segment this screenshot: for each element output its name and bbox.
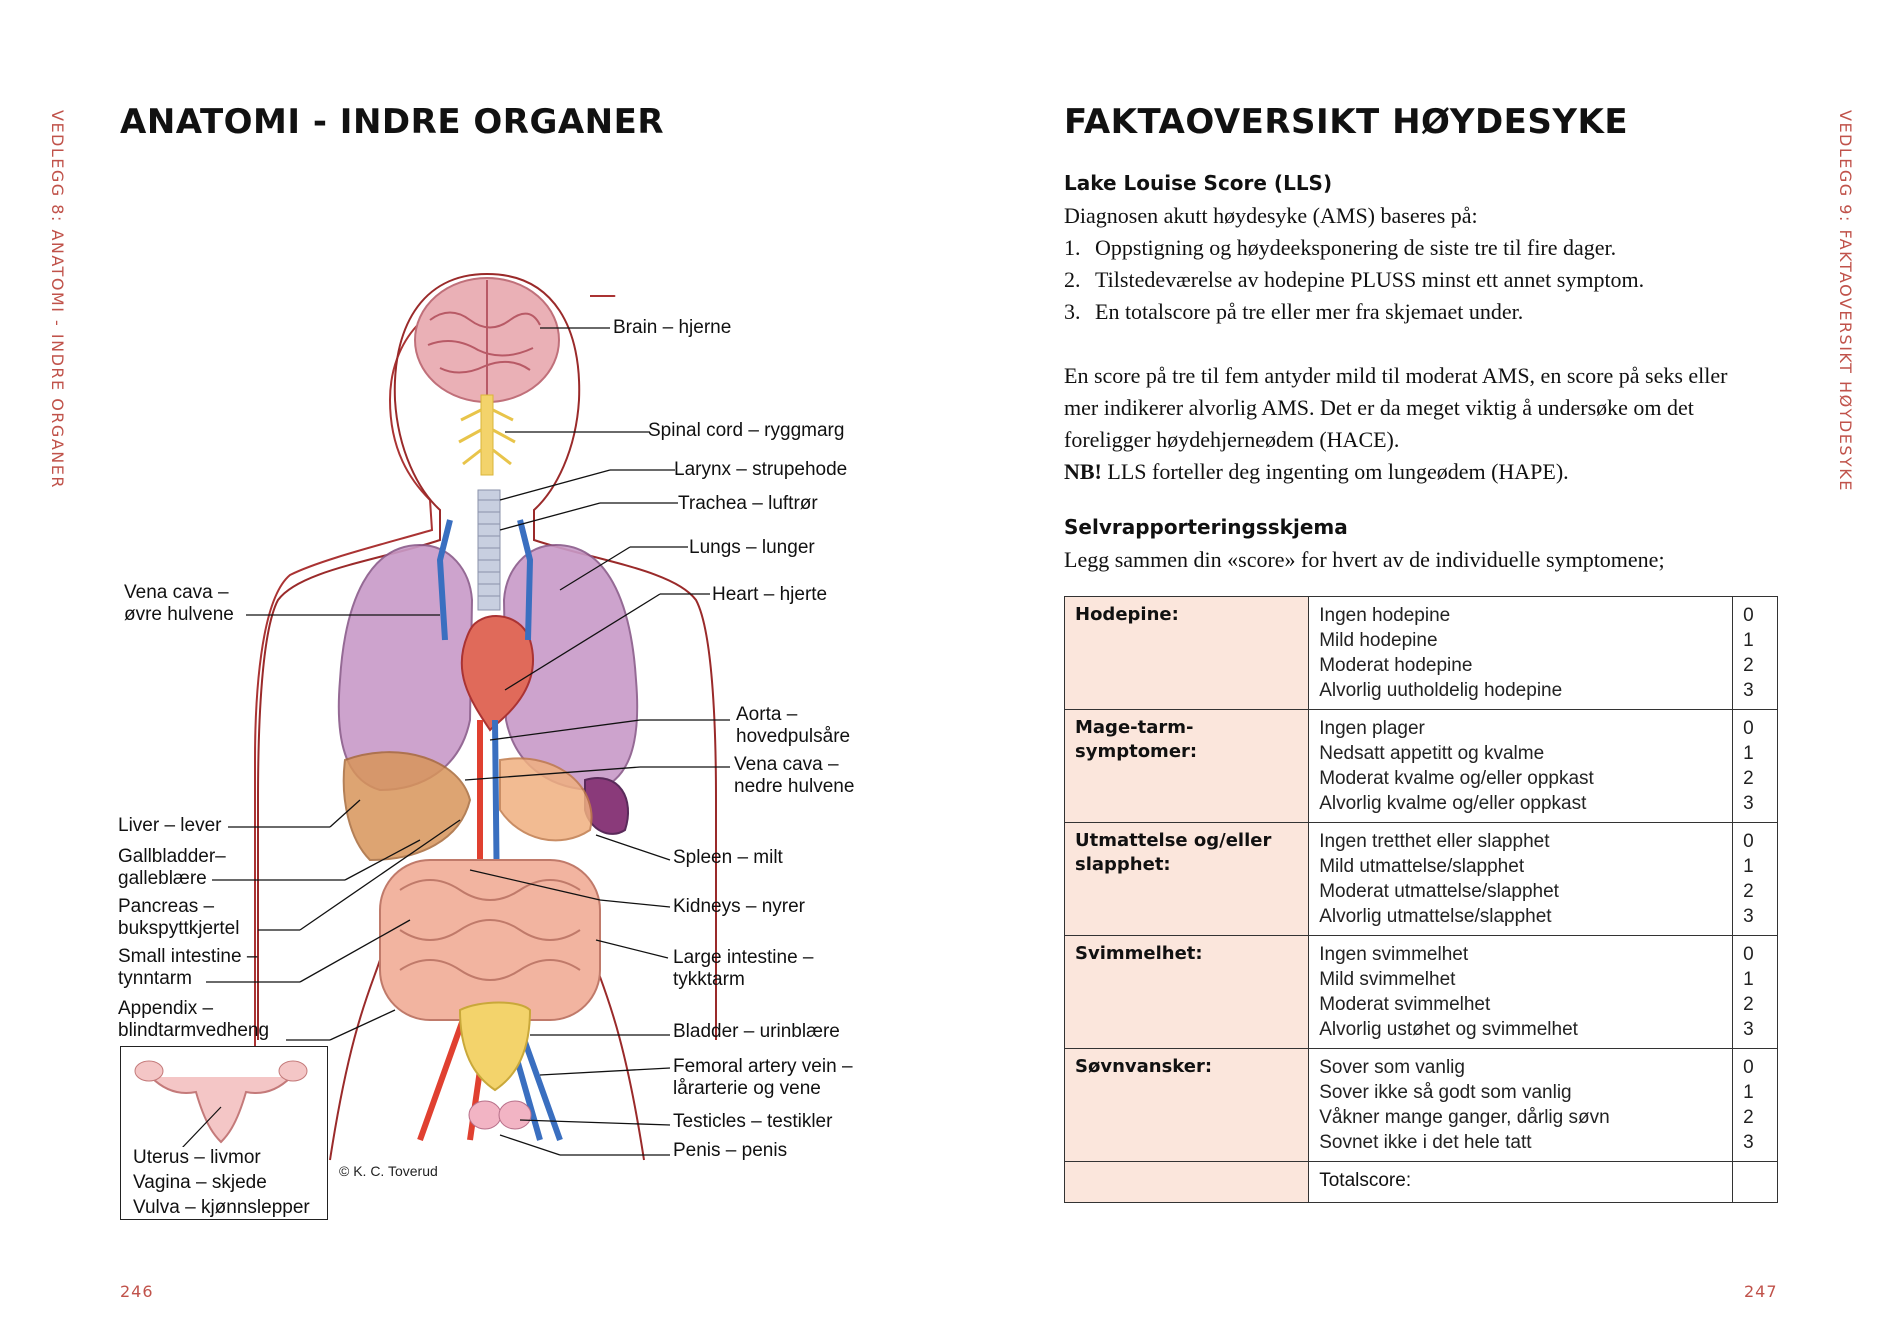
spinal-cord xyxy=(481,395,493,475)
symptom-options: Ingen tretthet eller slapphet Mild utmattelse/slapphet Moderat utmattelse/slapphet Alvorlig utmattelse/slapphet xyxy=(1309,823,1733,936)
page-number-left: 246 xyxy=(120,1282,154,1301)
label-gallbladder: Gallbladder– galleblære xyxy=(118,846,226,889)
lls-heading: Lake Louise Score (LLS) xyxy=(1064,171,1333,195)
table-row xyxy=(1065,1049,1778,1162)
side-tab-left: VEDLEGG 8: ANATOMI - INDRE ORGANER xyxy=(48,110,67,489)
label-penis: Penis – penis xyxy=(673,1140,788,1161)
symptom-category: Søvnvansker: xyxy=(1065,1049,1309,1162)
symptom-scores: 0 1 2 3 xyxy=(1733,1049,1778,1162)
label-femoral: Femoral artery vein – lårarterie og vene xyxy=(673,1056,853,1099)
page-number-right: 247 xyxy=(1744,1282,1778,1301)
lls-intro: Diagnosen akutt høydesyke (AMS) baseres på: xyxy=(1064,203,1478,228)
total-score-cell[interactable] xyxy=(1733,1162,1778,1203)
label-large-intestine: Large intestine – tykktarm xyxy=(673,947,814,990)
table-row xyxy=(1065,597,1778,710)
label-larynx: Larynx – strupehode xyxy=(674,459,848,480)
symptom-category: Hodepine: xyxy=(1065,597,1309,710)
label-bladder: Bladder – urinblære xyxy=(673,1021,840,1042)
symptom-options: Ingen hodepine Mild hodepine Moderat hodepine Alvorlig uutholdelig hodepine xyxy=(1309,597,1733,710)
label-small-intestine: Small intestine – tynntarm xyxy=(118,946,258,989)
label-testicles: Testicles – testikler xyxy=(673,1111,833,1132)
label-uterus: Uterus – livmor xyxy=(133,1147,261,1168)
table-row xyxy=(1065,823,1778,936)
total-empty-cell xyxy=(1065,1162,1309,1203)
form-intro: Legg sammen din «score» for hvert av de individuelle symptomene; xyxy=(1064,547,1665,572)
symptom-category: Svimmelhet: xyxy=(1065,936,1309,1049)
label-lungs: Lungs – lunger xyxy=(689,537,815,558)
lls-intro-block xyxy=(1064,200,1644,328)
liver xyxy=(344,752,470,860)
criteria-item: 2. Tilstedeværelse av hodepine PLUSS minst ett annet symptom. xyxy=(1064,267,1645,292)
label-vena-cava-upper: Vena cava – øvre hulvene xyxy=(124,582,234,625)
side-tab-right: VEDLEGG 9: FAKTAOVERSIKT HØYDESYKE xyxy=(1836,110,1855,492)
nb-label: NB! xyxy=(1064,459,1102,484)
table-row xyxy=(1065,710,1778,823)
label-aorta: Aorta – hovedpulsåre xyxy=(736,704,851,747)
uterus-inset xyxy=(120,1046,328,1220)
page-title-right: FAKTAOVERSIKT HØYDESYKE xyxy=(1064,102,1629,142)
symptom-scores: 0 1 2 3 xyxy=(1733,936,1778,1049)
copyright: © K. C. Toverud xyxy=(339,1163,438,1179)
label-heart: Heart – hjerte xyxy=(712,584,828,605)
total-label: Totalscore: xyxy=(1309,1162,1733,1203)
label-trachea: Trachea – luftrør xyxy=(678,493,818,514)
uterus-illustration xyxy=(121,1047,327,1147)
trachea xyxy=(478,490,500,610)
symptom-scores: 0 1 2 3 xyxy=(1733,823,1778,936)
symptom-scores: 0 1 2 3 xyxy=(1733,597,1778,710)
symptom-options: Sover som vanlig Sover ikke så godt som vanlig Våkner mange ganger, dårlig søvn Sovnet ikke i det hele tatt xyxy=(1309,1049,1733,1162)
lls-score-table xyxy=(1064,596,1778,1203)
total-row xyxy=(1065,1162,1778,1203)
table-row xyxy=(1065,936,1778,1049)
symptom-scores: 0 1 2 3 xyxy=(1733,710,1778,823)
label-spleen: Spleen – milt xyxy=(673,847,783,868)
score-paragraph: En score på tre til fem antyder mild til moderat AMS, en score på seks eller mer indikerer alvorlig AMS. Det er da meget viktig å undersøke om det foreligger høydehjerneødem (HACE). NB! LLS forteller deg ingenting om lungeødem (HAPE). xyxy=(1064,363,1728,484)
label-vagina: Vagina – skjede xyxy=(133,1172,267,1193)
label-vulva: Vulva – kjønnslepper xyxy=(133,1197,310,1218)
symptom-options: Ingen svimmelhet Mild svimmelhet Moderat svimmelhet Alvorlig ustøhet og svimmelhet xyxy=(1309,936,1733,1049)
label-pancreas: Pancreas – bukspyttkjertel xyxy=(118,896,240,939)
criteria-item: 3. En totalscore på tre eller mer fra skjemaet under. xyxy=(1064,299,1524,324)
symptom-category: Utmattelse og/eller slapphet: xyxy=(1065,823,1309,936)
symptom-category: Mage-tarm- symptomer: xyxy=(1065,710,1309,823)
symptom-options: Ingen plager Nedsatt appetitt og kvalme Moderat kvalme og/eller oppkast Alvorlig kvalme og/eller oppkast xyxy=(1309,710,1733,823)
label-appendix: Appendix – blindtarmvedheng xyxy=(118,998,270,1041)
label-vena-cava-lower: Vena cava – nedre hulvene xyxy=(734,754,855,797)
page-title-left: ANATOMI - INDRE ORGANER xyxy=(120,102,665,142)
label-kidneys: Kidneys – nyrer xyxy=(673,896,806,917)
form-heading: Selvrapporteringsskjema xyxy=(1064,515,1348,539)
criteria-item: 1. Oppstigning og høydeeksponering de siste tre til fire dager. xyxy=(1064,235,1617,260)
label-liver: Liver – lever xyxy=(118,815,222,836)
label-spinal-cord: Spinal cord – ryggmarg xyxy=(648,420,845,441)
testicles xyxy=(469,1101,501,1129)
label-brain: Brain – hjerne xyxy=(613,317,732,338)
